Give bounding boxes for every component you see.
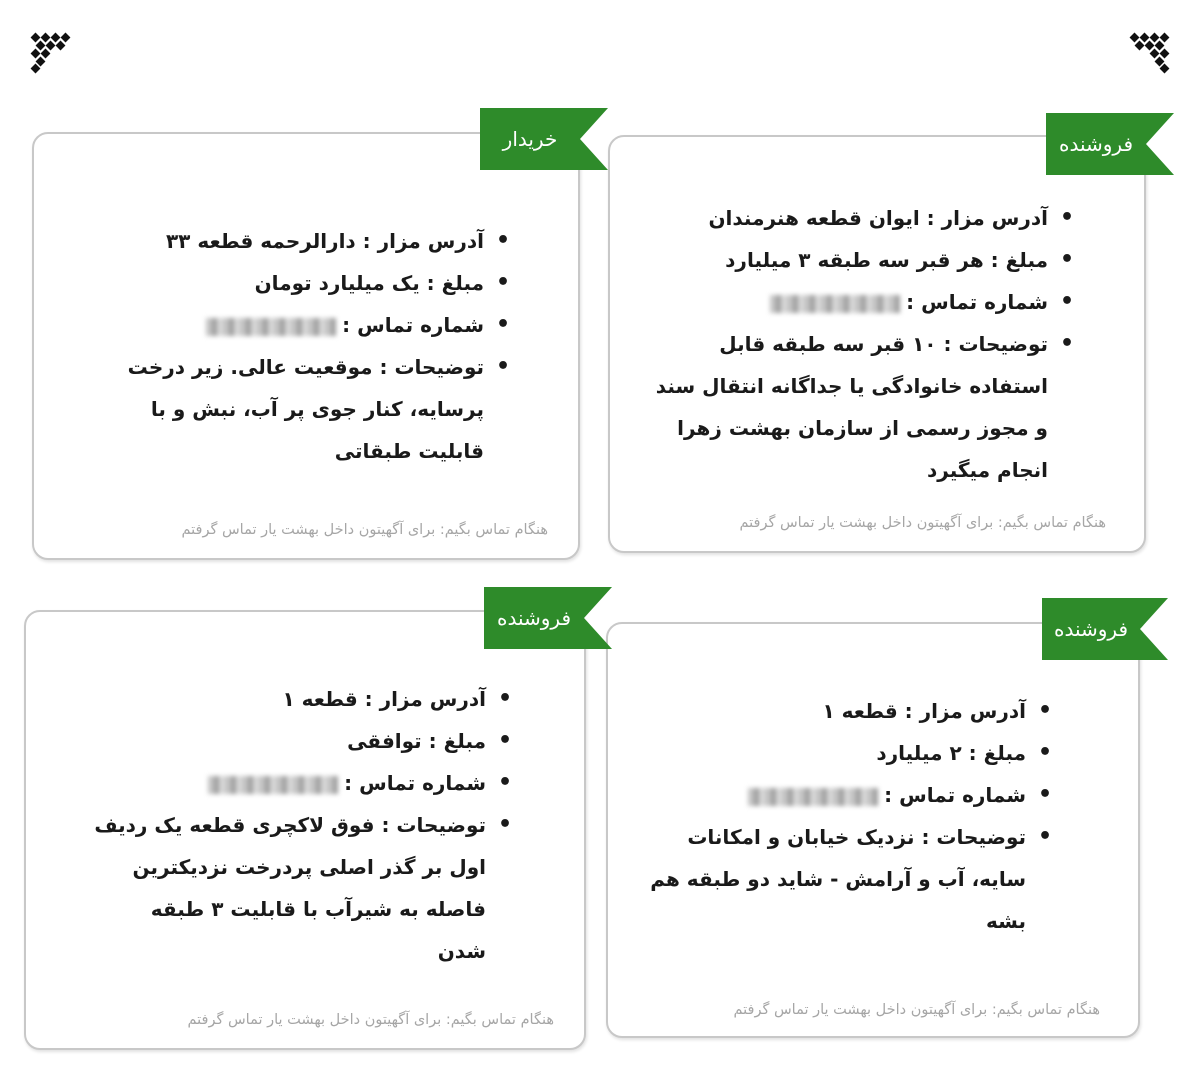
price-item: • مبلغ : ۲ میلیارد: [620, 732, 1060, 774]
seller-ribbon: [1042, 598, 1140, 660]
seller-ribbon: [1046, 113, 1146, 175]
blurred-phone-number: [770, 295, 900, 313]
description-item: • توضیحات : نزدیک خیابان و امکانات سایه، آب و آرامش - شاید دو طبقه هم بشه: [620, 816, 1060, 942]
ribbon-label: خریدار: [502, 127, 558, 151]
price-item: • مبلغ : توافقی: [50, 720, 520, 762]
description-item: • توضیحات : فوق لاکچری قطعه یک ردیف اول بر گذر اصلی پردرخت نزدیکترین فاصله به شیرآب با قابلیت ۳ طبقه شدن: [50, 804, 520, 972]
call-note: هنگام تماس بگیم: برای آگهیتون داخل بهشت یار تماس گرفتم: [739, 515, 1106, 531]
description-item: • توضیحات : موقعیت عالی. زیر درخت پرسایه، کنار جوی پر آب، نبش و با قابلیت طبقاتی: [48, 346, 518, 472]
call-note: هنگام تماس بگیم: برای آگهیتون داخل بهشت یار تماس گرفتم: [187, 1012, 554, 1028]
pixel-logo-icon: [1124, 30, 1172, 74]
blurred-phone-number: [748, 788, 878, 806]
address-item: • آدرس مزار : قطعه ۱: [50, 678, 520, 720]
ribbon-tail: [1146, 113, 1174, 175]
blurred-phone-number: [208, 776, 338, 794]
description-item: • توضیحات : ۱۰ قبر سه طبقه قابل استفاده خانوادگی یا جداگانه انتقال سند و مجوز رسمی از سازمان بهشت زهرا انجام میگیرد: [622, 323, 1082, 491]
call-note: هنگام تماس بگیم: برای آگهیتون داخل بهشت یار تماس گرفتم: [733, 1002, 1100, 1018]
seller-ribbon: [484, 587, 584, 649]
price-item: • مبلغ : یک میلیارد تومان: [48, 262, 518, 304]
phone-item: • شماره تماس :: [620, 774, 1060, 816]
ad-details-list: [622, 197, 1082, 491]
pixel-logo-icon: [28, 30, 76, 74]
ribbon-tail: [580, 108, 608, 170]
ribbon-tail: [584, 587, 612, 649]
ad-card-top-left: [32, 132, 580, 560]
address-item: • آدرس مزار : قطعه ۱: [620, 690, 1060, 732]
phone-item: • شماره تماس :: [48, 304, 518, 346]
address-item: • آدرس مزار : دارالرحمه قطعه ۳۳: [48, 220, 518, 262]
address-item: • آدرس مزار : ایوان قطعه هنرمندان: [622, 197, 1082, 239]
call-note: هنگام تماس بگیم: برای آگهیتون داخل بهشت یار تماس گرفتم: [181, 522, 548, 538]
ad-card-top-right: [608, 135, 1146, 553]
ad-card-bottom-left: [24, 610, 586, 1050]
phone-item: • شماره تماس :: [50, 762, 520, 804]
price-item: • مبلغ : هر قبر سه طبقه ۳ میلیارد: [622, 239, 1082, 281]
ad-details-list: [48, 220, 518, 472]
ad-card-bottom-right: [606, 622, 1140, 1038]
buyer-ribbon: [480, 108, 580, 170]
ribbon-label: فروشنده: [1058, 132, 1134, 156]
phone-item: • شماره تماس :: [622, 281, 1082, 323]
ad-details-list: [620, 690, 1060, 942]
blurred-phone-number: [206, 318, 336, 336]
ribbon-label: فروشنده: [496, 606, 572, 630]
ribbon-tail: [1140, 598, 1168, 660]
ad-details-list: [50, 678, 520, 972]
ribbon-label: فروشنده: [1053, 617, 1129, 641]
